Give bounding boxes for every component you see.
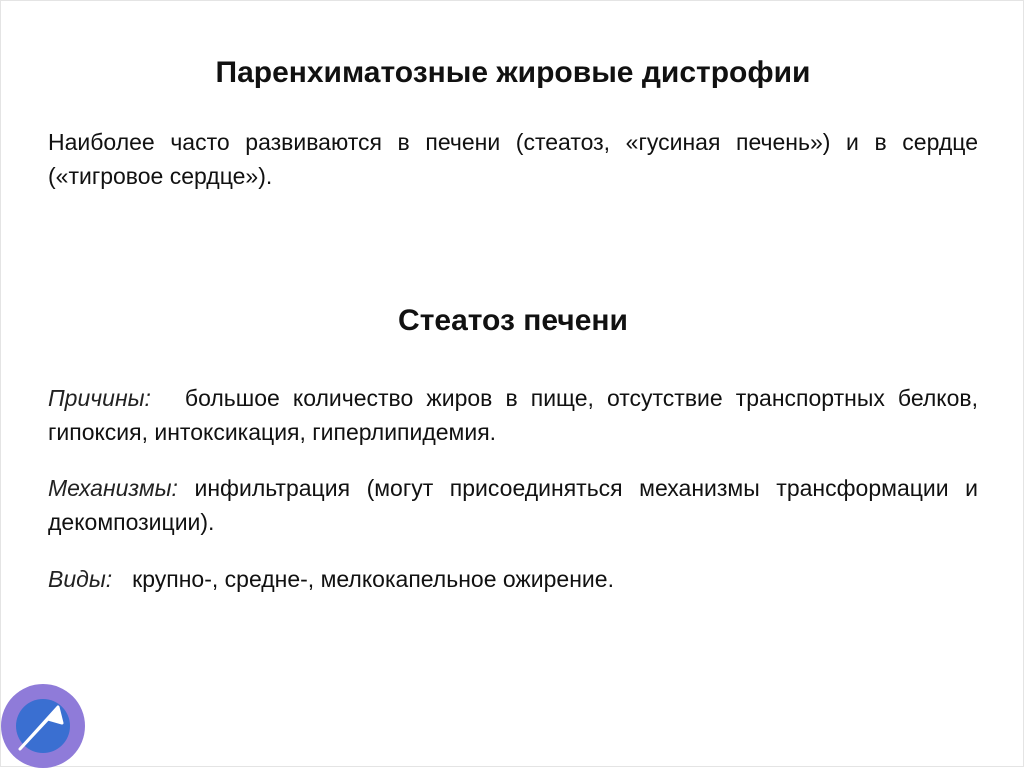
slide-title: Паренхиматозные жировые дистрофии xyxy=(215,56,811,89)
causes-text: большое количество жиров в пище, отсутствие транспортных белков, гипоксия, интоксикация, гиперлипидемия. xyxy=(48,385,978,445)
mechanisms-paragraph xyxy=(48,471,978,539)
kinds-text: крупно-, средне-, мелкокапельное ожирение. xyxy=(132,566,614,592)
mechanisms-text: инфильтрация (могут присоединяться механизмы трансформации и декомпозиции). xyxy=(48,475,979,535)
causes-label: Причины: xyxy=(48,385,151,411)
causes-paragraph xyxy=(48,381,978,449)
section-title: Стеатоз печени xyxy=(398,304,628,337)
kinds-paragraph xyxy=(48,562,978,596)
kinds-label: Виды: xyxy=(48,566,113,592)
arrow-logo-icon xyxy=(0,683,86,769)
intro-paragraph: Наиболее часто развиваются в печени (стеатоз, «гусиная печень») и в сердце («тигровое сердце»). xyxy=(48,129,978,189)
mechanisms-label: Механизмы: xyxy=(48,475,178,501)
